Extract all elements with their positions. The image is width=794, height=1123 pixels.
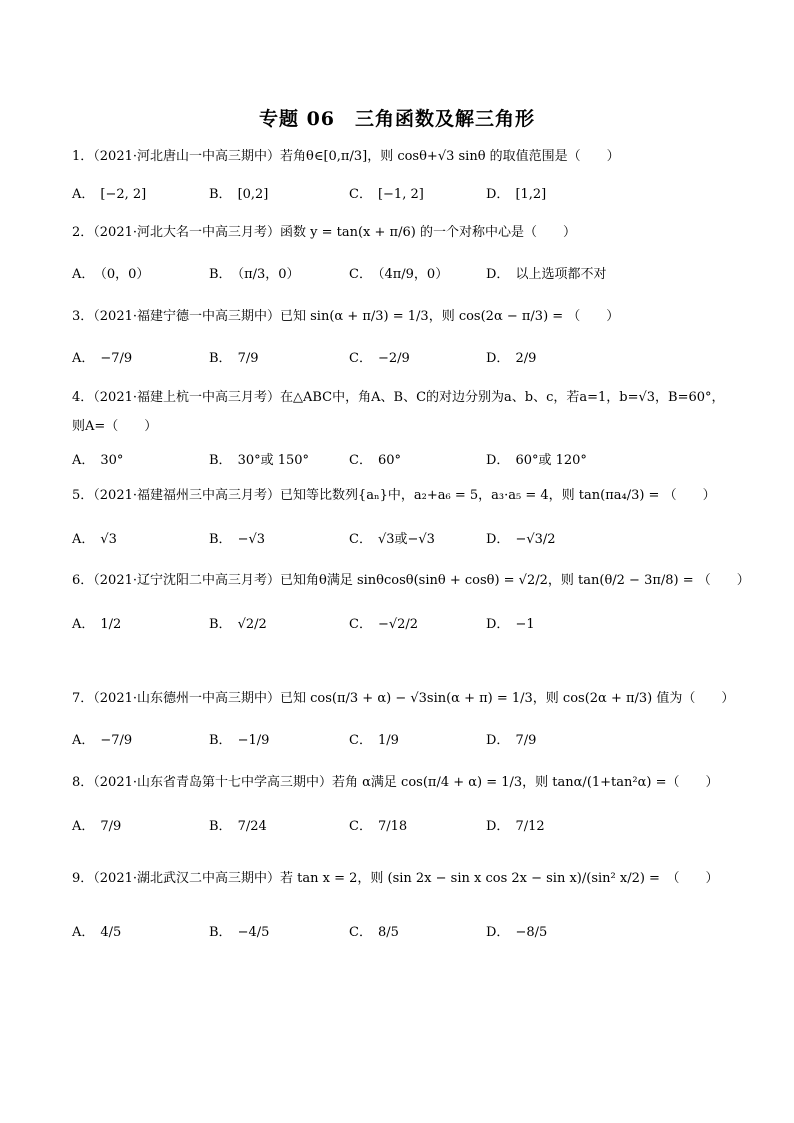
option-b[interactable]: B． −√3: [209, 532, 266, 547]
option-d[interactable]: D． 60°或 120°: [486, 453, 587, 468]
option-c[interactable]: C． 7/18: [349, 819, 408, 834]
question-3: [72, 302, 732, 332]
question-source: （2021·福建福州三中高三月考）: [93, 488, 280, 503]
option-b[interactable]: B． 30°或 150°: [209, 453, 310, 468]
option-c[interactable]: C． （4π/9，0）: [349, 267, 449, 282]
question-number: 9．: [72, 871, 94, 886]
question-text: 在△ABC中，角A、B、C的对边分别为a、b、c，若a=1，b=√3，B=60°，: [280, 390, 725, 405]
question-source: （2021·山东德州一中高三期中）: [93, 691, 280, 706]
option-b[interactable]: B． −4/5: [209, 925, 270, 940]
option-c[interactable]: C． [−1, 2]: [349, 187, 424, 202]
question-number: 3．: [72, 309, 94, 324]
question-8: [72, 768, 732, 798]
question-number: 7．: [72, 691, 94, 706]
option-c[interactable]: C． 1/9: [349, 733, 399, 748]
question-number: 6．: [72, 573, 94, 588]
question-text: 函数 y = tan(x + π/6) 的一个对称中心是（ ）: [280, 225, 576, 240]
question-source: （2021·河北唐山一中高三期中）: [93, 149, 280, 164]
question-source: （2021·山东省青岛第十七中学高三期中）: [93, 775, 332, 790]
option-b[interactable]: B． 7/24: [209, 819, 267, 834]
option-d[interactable]: D． −√3/2: [486, 532, 556, 547]
options-2: [72, 260, 732, 290]
question-number: 4．: [72, 390, 94, 405]
question-text: 若角 α满足 cos(π/4 + α) = 1/3，则 tanα/(1+tan²α) =（ ）: [332, 775, 719, 790]
option-d[interactable]: D． 7/12: [486, 819, 545, 834]
option-a[interactable]: A． [−2, 2]: [72, 187, 147, 202]
option-d[interactable]: D． −1: [486, 617, 535, 632]
option-d[interactable]: D． 2/9: [486, 351, 537, 366]
question-4: [72, 383, 732, 413]
option-a[interactable]: A． 4/5: [72, 925, 122, 940]
question-source: （2021·福建宁德一中高三期中）: [93, 309, 280, 324]
question-6: [72, 566, 750, 596]
option-c[interactable]: C． 8/5: [349, 925, 399, 940]
page-title: 专题 06 三角函数及解三角形: [258, 108, 536, 130]
question-number: 8．: [72, 775, 94, 790]
options-6: [72, 610, 732, 640]
question-number: 1．: [72, 149, 94, 164]
option-c[interactable]: C． −2/9: [349, 351, 410, 366]
question-text: 若角θ∈[0,π/3]，则 cosθ+√3 sinθ 的取值范围是（ ）: [280, 149, 620, 164]
option-b[interactable]: B． （π/3，0）: [209, 267, 300, 282]
question-4-line-2: [72, 412, 732, 442]
option-d[interactable]: D． 以上选项都不对: [486, 267, 607, 282]
option-b[interactable]: B． √2/2: [209, 617, 267, 632]
option-a[interactable]: A． （0，0）: [72, 267, 150, 282]
option-a[interactable]: A． −7/9: [72, 351, 133, 366]
question-5: [72, 481, 732, 511]
options-8: [72, 812, 732, 842]
option-a[interactable]: A． 30°: [72, 453, 124, 468]
question-number: 5．: [72, 488, 94, 503]
question-source: （2021·湖北武汉二中高三期中）: [93, 871, 280, 886]
question-source: （2021·河北大名一中高三月考）: [93, 225, 280, 240]
option-d[interactable]: D． −8/5: [486, 925, 548, 940]
option-a[interactable]: A． √3: [72, 532, 117, 547]
option-b[interactable]: B． 7/9: [209, 351, 259, 366]
option-d[interactable]: D． [1,2]: [486, 187, 547, 202]
question-text: 已知 cos(π/3 + α) − √3sin(α + π) = 1/3，则 cos(2α + π/3) 值为（ ）: [280, 691, 735, 706]
options-5: [72, 525, 732, 555]
question-7: [72, 684, 735, 714]
option-b[interactable]: B． −1/9: [209, 733, 270, 748]
option-c[interactable]: C． −√2/2: [349, 617, 419, 632]
options-1: [72, 180, 732, 210]
question-text: 已知 sin(α + π/3) = 1/3，则 cos(2α − π/3) = （ ）: [280, 309, 620, 324]
question-9: [72, 864, 732, 894]
question-text: 已知等比数列{aₙ}中，a₂+a₆ = 5，a₃·a₅ = 4，则 tan(πa₄/3) = （ ）: [280, 488, 716, 503]
options-3: [72, 344, 732, 374]
question-number: 2．: [72, 225, 94, 240]
question-text: 已知角θ满足 sinθcosθ(sinθ + cosθ) = √2/2，则 tan(θ/2 − 3π/8) = （ ）: [280, 573, 750, 588]
options-4: [72, 446, 732, 476]
question-1: [72, 142, 732, 172]
option-a[interactable]: A． −7/9: [72, 733, 133, 748]
options-9: [72, 918, 732, 948]
option-a[interactable]: A． 1/2: [72, 617, 122, 632]
question-2: [72, 218, 732, 248]
option-c[interactable]: C． √3或−√3: [349, 532, 435, 547]
option-b[interactable]: B． [0,2]: [209, 187, 269, 202]
options-7: [72, 726, 732, 756]
option-c[interactable]: C． 60°: [349, 453, 401, 468]
question-text: 若 tan x = 2，则 (sin 2x − sin x cos 2x − sin x)/(sin² x/2) = （ ）: [280, 871, 719, 886]
option-d[interactable]: D． 7/9: [486, 733, 537, 748]
option-a[interactable]: A． 7/9: [72, 819, 122, 834]
question-source: （2021·福建上杭一中高三月考）: [93, 390, 280, 405]
question-source: （2021·辽宁沈阳二中高三月考）: [93, 573, 280, 588]
question-text: 则A=（ ）: [72, 419, 158, 434]
